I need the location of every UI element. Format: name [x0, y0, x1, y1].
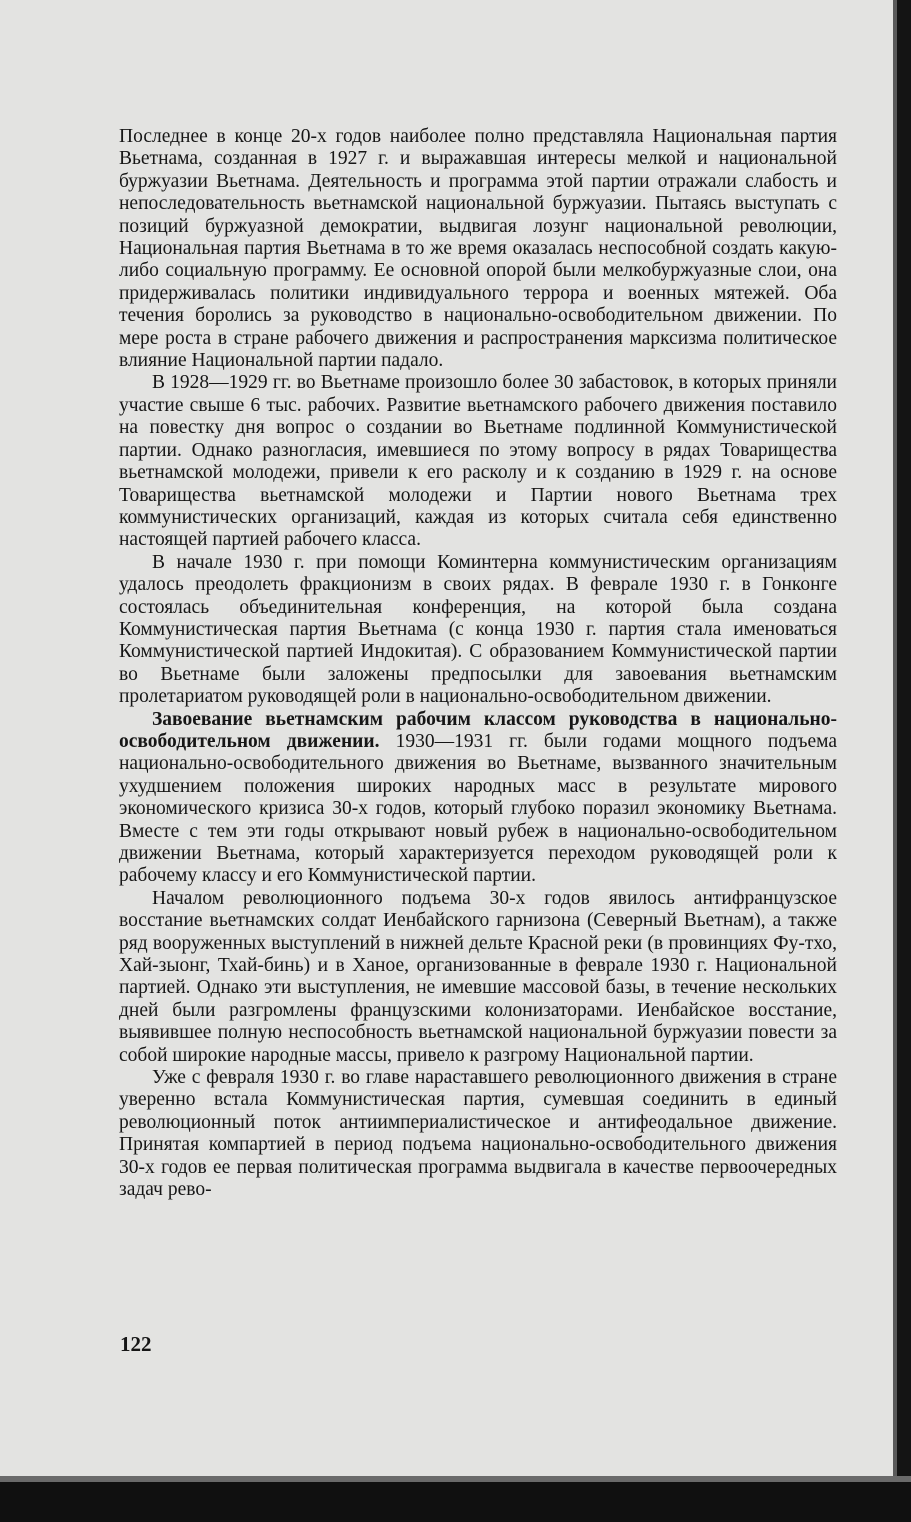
- scan-edge-right: [897, 0, 911, 1522]
- paragraph-strikes-1928: В 1928—1929 гг. во Вьетнаме произошло более 30 забастовок, в которых приняли участие свыше 6 тыс. рабочих. Развитие вьетнамского рабочего движения поставило на повестку дня вопрос о создании во Вьетнаме подлинной Коммунистической партии. Однако разногласия, имевшиеся по этому вопросу в рядах Товарищества вьетнамской молодежи, привели к его расколу и к созданию в 1929 г. на основе Товарищества вьетнамской молодежи и Партии нового Вьетнама трех коммунистических организаций, каждая из которых считала себя единственно настоящей партией рабочего класса.: [119, 372, 837, 551]
- page-text: [119, 126, 837, 1202]
- page-number: 122: [120, 1332, 152, 1356]
- paragraph-party-leadership: Уже с февраля 1930 г. во главе нараставшего революционного движения в стране уверенно встала Коммунистическая партия, сумевшая соединить в единый революционный поток антиимпериалистическое и антифеодальное движение. Принятая компартией в период подъема национально-освободительного движения 30-х годов ее первая политическая программа выдвигала в качестве первоочередных задач рево-: [119, 1067, 837, 1201]
- scan-edge-bottom: [0, 1482, 911, 1522]
- paragraph-unification-1930: В начале 1930 г. при помощи Коминтерна коммунистическим организациям удалось преодолеть фракционизм в своих рядах. В феврале 1930 г. в Гонконге состоялась объединительная конференция, на которой была создана Коммунистическая партия Вьетнама (с конца 1930 г. партия стала именоваться Коммунистической партией Индокитая). С образованием Коммунистической партии во Вьетнаме были заложены предпосылки для завоевания вьетнамским пролетариатом руководящей роли в национально-освободительном движении.: [119, 551, 837, 708]
- paragraph-national-party: Последнее в конце 20-х годов наиболее полно представляла Национальная партия Вьетнама, созданная в 1927 г. и выражавшая интересы мелкой и национальной буржуазии Вьетнама. Деятельность и программа этой партии отражали слабость и непоследовательность вьетнамской национальной буржуазии. Пытаясь выступать с позиций буржуазной демократии, выдвигая лозунг национальной революции, Национальная партия Вьетнама в то же время оказалась неспособной создать какую-либо социальную программу. Ее основной опорой были мелкобуржуазные слои, она придерживалась политики индивидуального террора и военных мятежей. Оба течения боролись за руководство в национально-освободительном движении. По мере роста в стране рабочего движения и распространения марксизма политическое влияние Национальной партии падало.: [119, 126, 837, 372]
- paragraph-section-start: [119, 709, 837, 888]
- paragraph-yenbai-uprising: Началом революционного подъема 30-х годов явилось антифранцузское восстание вьетнамских солдат Иенбайского гарнизона (Северный Вьетнам), а также ряд вооруженных выступлений в нижней дельте Красной реки (в провинциях Фу-тхо, Хай-зыонг, Тхай-бинь) и в Ханое, организованные в феврале 1930 г. Национальной партией. Однако эти выступления, не имевшие массовой базы, в течение нескольких дней были разгромлены французскими колонизаторами. Иенбайское восстание, выявившее полную неспособность вьетнамской национальной буржуазии повести за собой широкие народные массы, привело к разгрому Национальной партии.: [119, 887, 837, 1066]
- section-heading: Завоевание вьетнамским рабочим классом руководства в национально-освободительном движении.: [119, 708, 837, 752]
- section-text: 1930—1931 гг. были годами мощного подъема национально-освободительного движения во Вьетнаме, вызванного значительным ухудшением положения широких народных масс в результате мирового экономического кризиса 30-х годов, который глубоко поразил экономику Вьетнама. Вместе с тем эти годы открывают новый рубеж в национально-освободительном движении Вьетнама, который характеризуется переходом руководящей роли к рабочему классу и его Коммунистической партии.: [119, 730, 837, 887]
